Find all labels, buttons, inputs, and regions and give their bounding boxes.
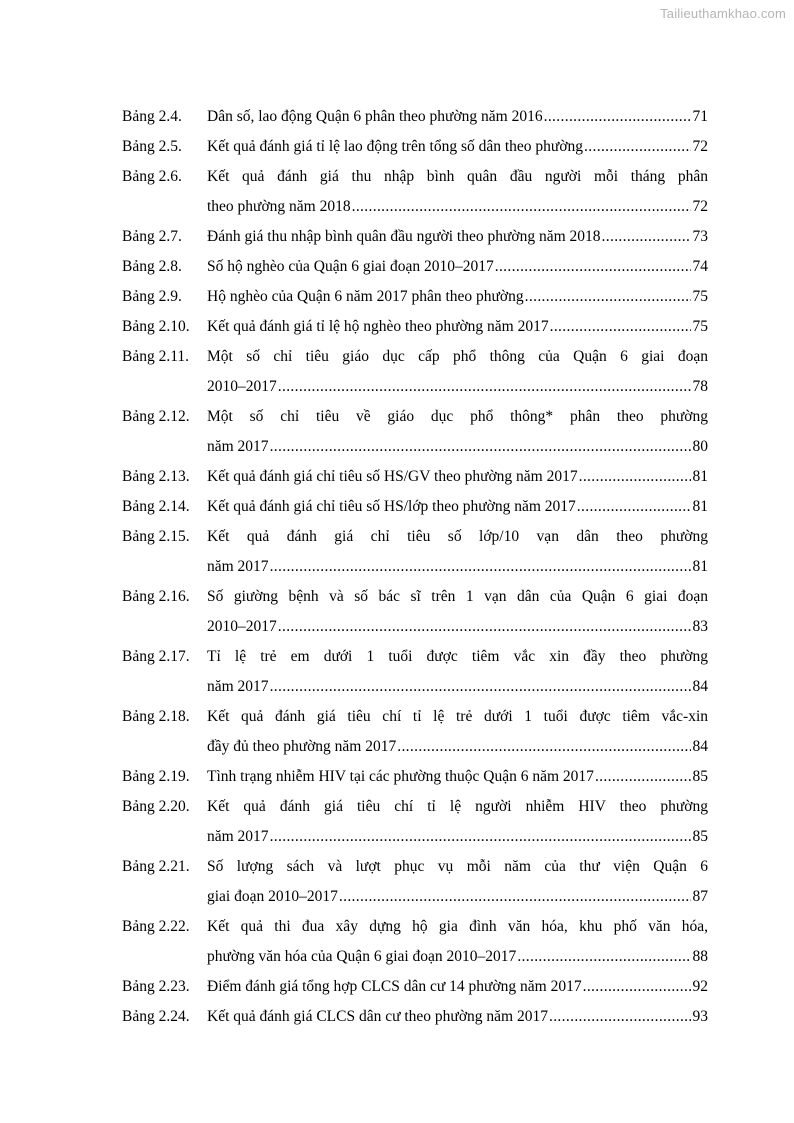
dot-leader bbox=[583, 972, 691, 1002]
toc-entry-page-number: 83 bbox=[692, 618, 708, 635]
toc-entry-title-line: Kết quả thi đua xây dựng hộ gia đình văn hóa, khu phố văn hóa, bbox=[207, 918, 708, 935]
toc-entry-label: Bảng 2.21. bbox=[122, 858, 190, 875]
toc-entry[interactable] bbox=[122, 342, 708, 402]
toc-entry-title: Kết quả đánh giá tỉ lệ hộ nghèo theo phường năm 2017 bbox=[207, 318, 549, 335]
toc-entry[interactable] bbox=[122, 852, 708, 912]
toc-entry-final-line bbox=[207, 762, 708, 792]
toc-entry-body bbox=[207, 222, 708, 252]
toc-entry-label: Bảng 2.20. bbox=[122, 798, 190, 815]
toc-entry-body bbox=[207, 162, 708, 222]
toc-entry-body bbox=[207, 102, 708, 132]
toc-entry-title-line: Số giường bệnh và số bác sĩ trên 1 vạn dân của Quận 6 giai đoạn bbox=[207, 588, 708, 605]
dot-leader bbox=[602, 222, 691, 252]
toc-entry-final-line bbox=[207, 492, 708, 522]
toc-entry-title: năm 2017 bbox=[207, 558, 269, 575]
toc-entry-label: Bảng 2.18. bbox=[122, 708, 190, 725]
toc-entry-body bbox=[207, 252, 708, 282]
toc-entry-label: Bảng 2.23. bbox=[122, 978, 190, 995]
toc-entry-final-line bbox=[207, 432, 708, 462]
dot-leader bbox=[577, 492, 691, 522]
toc-entry-final-line bbox=[207, 882, 708, 912]
toc-entry-page-number: 84 bbox=[692, 678, 708, 695]
toc-entry-final-line bbox=[207, 192, 708, 222]
toc-entry[interactable] bbox=[122, 972, 708, 1002]
dot-leader bbox=[339, 882, 691, 912]
toc-entry-title: năm 2017 bbox=[207, 828, 269, 845]
toc-entry-title: theo phường năm 2018 bbox=[207, 198, 351, 215]
toc-entry[interactable] bbox=[122, 912, 708, 972]
toc-entry-title-line: Kết quả đánh giá tiêu chí tỉ lệ trẻ dưới 1 tuổi được tiêm vắc-xin bbox=[207, 708, 708, 725]
toc-entry-body bbox=[207, 642, 708, 702]
toc-entry[interactable] bbox=[122, 462, 708, 492]
dot-leader bbox=[517, 942, 690, 972]
toc-entry-page-number: 88 bbox=[692, 948, 708, 965]
toc-entry[interactable] bbox=[122, 402, 708, 462]
toc-entry-body bbox=[207, 522, 708, 582]
toc-entry-body bbox=[207, 282, 708, 312]
toc-entry-title: Kết quả đánh giá tỉ lệ lao động trên tổng số dân theo phường bbox=[207, 138, 584, 155]
toc-entry-label: Bảng 2.12. bbox=[122, 408, 190, 425]
toc-entry-page-number: 81 bbox=[692, 468, 708, 485]
watermark: Tailieuthamkhao.com bbox=[660, 6, 786, 21]
toc-entry-final-line bbox=[207, 282, 708, 312]
dot-leader bbox=[584, 132, 690, 162]
toc-entry-page-number: 92 bbox=[692, 978, 708, 995]
toc-entry-final-line bbox=[207, 462, 708, 492]
toc-entry-body bbox=[207, 582, 708, 642]
toc-entry-body bbox=[207, 912, 708, 972]
toc-entry-title: năm 2017 bbox=[207, 438, 269, 455]
toc-entry-body bbox=[207, 762, 708, 792]
dot-leader bbox=[278, 612, 691, 642]
toc-entry-label: Bảng 2.4. bbox=[122, 108, 182, 125]
toc-entry-title: 2010–2017 bbox=[207, 378, 277, 395]
toc-entry-page-number: 72 bbox=[692, 138, 708, 155]
toc-entry-page-number: 73 bbox=[692, 228, 708, 245]
toc-entry-final-line bbox=[207, 942, 708, 972]
dot-leader bbox=[550, 312, 691, 342]
toc-entry-label: Bảng 2.19. bbox=[122, 768, 190, 785]
toc-entry-title: đầy đủ theo phường năm 2017 bbox=[207, 738, 397, 755]
dot-leader bbox=[525, 282, 691, 312]
toc-entry[interactable] bbox=[122, 642, 708, 702]
toc-entry-final-line bbox=[207, 222, 708, 252]
toc-entry-page-number: 87 bbox=[692, 888, 708, 905]
toc-entry-title: Kết quả đánh giá chỉ tiêu số HS/lớp theo phường năm 2017 bbox=[207, 498, 576, 515]
toc-entry-body bbox=[207, 972, 708, 1002]
toc-entry-page-number: 81 bbox=[692, 498, 708, 515]
toc-entry-title: Kết quả đánh giá chỉ tiêu số HS/GV theo phường năm 2017 bbox=[207, 468, 578, 485]
toc-entry-page-number: 81 bbox=[692, 558, 708, 575]
toc-entry-page-number: 85 bbox=[692, 768, 708, 785]
toc-entry-label: Bảng 2.7. bbox=[122, 228, 182, 245]
toc-entry-final-line bbox=[207, 132, 708, 162]
toc-entry-label: Bảng 2.15. bbox=[122, 528, 190, 545]
toc-entry-title: Dân số, lao động Quận 6 phân theo phường năm 2016 bbox=[207, 108, 543, 125]
toc-entry-label: Bảng 2.16. bbox=[122, 588, 190, 605]
toc-entry[interactable] bbox=[122, 252, 708, 282]
toc-entry[interactable] bbox=[122, 222, 708, 252]
toc-entry-title-line: Một số chỉ tiêu giáo dục cấp phổ thông của Quận 6 giai đoạn bbox=[207, 348, 708, 365]
toc-entry-label: Bảng 2.5. bbox=[122, 138, 182, 155]
toc-entry-label: Bảng 2.11. bbox=[122, 348, 190, 365]
toc-entry-final-line bbox=[207, 822, 708, 852]
toc-entry-label: Bảng 2.24. bbox=[122, 1008, 190, 1025]
toc-entry[interactable] bbox=[122, 702, 708, 762]
toc-entry-title-line: Kết quả đánh giá chỉ tiêu số lớp/10 vạn dân theo phường bbox=[207, 528, 708, 545]
toc-entry-page-number: 93 bbox=[692, 1008, 708, 1025]
toc-entry[interactable] bbox=[122, 132, 708, 162]
toc-entry-title-line: Kết quả đánh giá thu nhập bình quân đầu người mỗi tháng phân bbox=[207, 168, 708, 185]
toc-entry-title-line: Tỉ lệ trẻ em dưới 1 tuổi được tiêm vắc xin đầy theo phường bbox=[207, 648, 708, 665]
toc-entry[interactable] bbox=[122, 522, 708, 582]
toc-entry-body bbox=[207, 312, 708, 342]
toc-entry-title-line: Số lượng sách và lượt phục vụ mỗi năm của thư viện Quận 6 bbox=[207, 858, 708, 875]
toc-entry-title: Hộ nghèo của Quận 6 năm 2017 phân theo phường bbox=[207, 288, 524, 305]
toc-entry-page-number: 75 bbox=[692, 288, 708, 305]
toc-entry-final-line bbox=[207, 102, 708, 132]
dot-leader bbox=[270, 552, 691, 582]
dot-leader bbox=[397, 732, 690, 762]
toc-entry-body bbox=[207, 132, 708, 162]
toc-entry-final-line bbox=[207, 1002, 708, 1032]
toc-entry-title-line: Kết quả đánh giá tiêu chí tỉ lệ người nhiễm HIV theo phường bbox=[207, 798, 708, 815]
toc-entry-title: Điểm đánh giá tổng hợp CLCS dân cư 14 phường năm 2017 bbox=[207, 978, 582, 995]
toc-entry-page-number: 72 bbox=[692, 198, 708, 215]
dot-leader bbox=[579, 462, 691, 492]
toc-entry-body bbox=[207, 702, 708, 762]
toc-entry-title: Tình trạng nhiễm HIV tại các phường thuộc Quận 6 năm 2017 bbox=[207, 768, 594, 785]
toc-entry-page-number: 78 bbox=[692, 378, 708, 395]
toc-entry-body bbox=[207, 402, 708, 462]
toc-entry[interactable] bbox=[122, 762, 708, 792]
toc-entry[interactable] bbox=[122, 582, 708, 642]
toc-entry-label: Bảng 2.9. bbox=[122, 288, 182, 305]
dot-leader bbox=[278, 372, 691, 402]
table-of-contents-list bbox=[122, 102, 708, 1032]
toc-entry-page-number: 74 bbox=[692, 258, 708, 275]
dot-leader bbox=[270, 672, 691, 702]
toc-entry-label: Bảng 2.22. bbox=[122, 918, 190, 935]
dot-leader bbox=[270, 432, 691, 462]
toc-entry-body bbox=[207, 492, 708, 522]
toc-entry-final-line bbox=[207, 672, 708, 702]
toc-entry-page-number: 84 bbox=[692, 738, 708, 755]
toc-entry[interactable] bbox=[122, 792, 708, 852]
toc-entry-body bbox=[207, 852, 708, 912]
toc-entry-label: Bảng 2.6. bbox=[122, 168, 182, 185]
toc-entry-title: Đánh giá thu nhập bình quân đầu người theo phường năm 2018 bbox=[207, 228, 601, 245]
toc-entry-label: Bảng 2.8. bbox=[122, 258, 182, 275]
toc-entry[interactable] bbox=[122, 162, 708, 222]
toc-entry-final-line bbox=[207, 312, 708, 342]
toc-entry-body bbox=[207, 792, 708, 852]
dot-leader bbox=[549, 1002, 691, 1032]
toc-entry-page-number: 80 bbox=[692, 438, 708, 455]
toc-entry-title: Số hộ nghèo của Quận 6 giai đoạn 2010–2017 bbox=[207, 258, 494, 275]
toc-entry-final-line bbox=[207, 612, 708, 642]
toc-entry-final-line bbox=[207, 372, 708, 402]
toc-entry[interactable] bbox=[122, 102, 708, 132]
toc-entry-body bbox=[207, 342, 708, 402]
toc-entry-final-line bbox=[207, 552, 708, 582]
toc-entry-body bbox=[207, 1002, 708, 1032]
dot-leader bbox=[352, 192, 691, 222]
dot-leader bbox=[495, 252, 691, 282]
toc-entry-page-number: 85 bbox=[692, 828, 708, 845]
toc-entry-body bbox=[207, 462, 708, 492]
toc-entry[interactable] bbox=[122, 492, 708, 522]
toc-entry-title: năm 2017 bbox=[207, 678, 269, 695]
toc-entry-title: phường văn hóa của Quận 6 giai đoạn 2010–2017 bbox=[207, 948, 517, 965]
toc-entry-title: 2010–2017 bbox=[207, 618, 277, 635]
toc-entry-final-line bbox=[207, 252, 708, 282]
dot-leader bbox=[544, 102, 691, 132]
toc-entry-final-line bbox=[207, 732, 708, 762]
toc-entry-title: giai đoạn 2010–2017 bbox=[207, 888, 338, 905]
toc-entry[interactable] bbox=[122, 282, 708, 312]
toc-entry-page-number: 75 bbox=[692, 318, 708, 335]
toc-entry-title: Kết quả đánh giá CLCS dân cư theo phường năm 2017 bbox=[207, 1008, 548, 1025]
dot-leader bbox=[270, 822, 691, 852]
toc-entry-label: Bảng 2.13. bbox=[122, 468, 190, 485]
toc-entry-label: Bảng 2.14. bbox=[122, 498, 190, 515]
toc-entry-label: Bảng 2.17. bbox=[122, 648, 190, 665]
dot-leader bbox=[595, 762, 691, 792]
toc-entry-title-line: Một số chỉ tiêu về giáo dục phổ thông* phân theo phường bbox=[207, 408, 708, 425]
toc-entry[interactable] bbox=[122, 1002, 708, 1032]
toc-entry[interactable] bbox=[122, 312, 708, 342]
toc-entry-label: Bảng 2.10. bbox=[122, 318, 190, 335]
toc-entry-page-number: 71 bbox=[692, 108, 708, 125]
toc-entry-final-line bbox=[207, 972, 708, 1002]
